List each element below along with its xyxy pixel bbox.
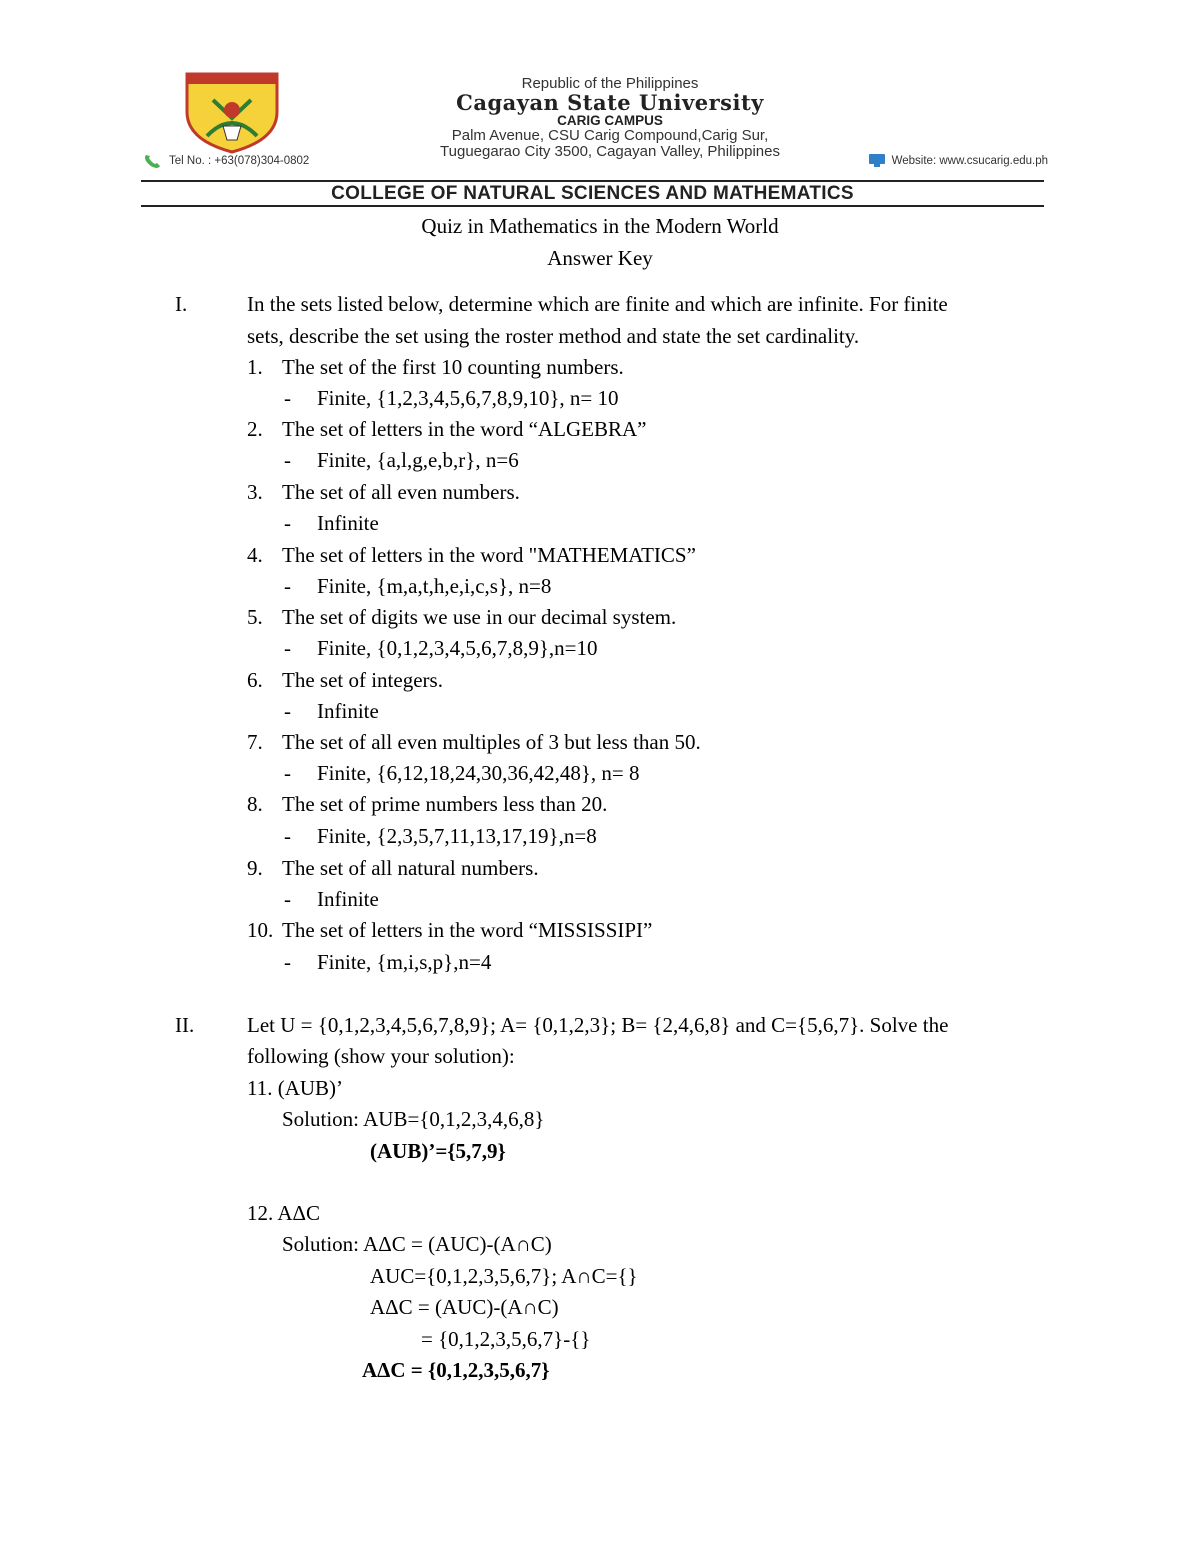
answer-dash: - (284, 950, 291, 974)
item-number: 3. (247, 480, 263, 504)
quiz-title: Quiz in Mathematics in the Modern World (421, 214, 779, 238)
q12-answer: AΔC = {0,1,2,3,5,6,7} (362, 1358, 550, 1382)
item-number: 6. (247, 668, 263, 692)
item-answer: Finite, {1,2,3,4,5,6,7,8,9,10}, n= 10 (317, 386, 619, 410)
item-answer: Infinite (317, 511, 379, 535)
item-answer: Finite, {2,3,5,7,11,13,17,19},n=8 (317, 824, 597, 848)
q12-label: 12. AΔC (247, 1201, 321, 1225)
monitor-icon (868, 153, 886, 168)
item-question: The set of all natural numbers. (282, 856, 539, 880)
item-answer: Infinite (317, 699, 379, 723)
telephone (143, 153, 309, 169)
item-question: The set of letters in the word "MATHEMATICS” (282, 543, 696, 567)
answer-dash: - (284, 636, 291, 660)
item-question: The set of all even multiples of 3 but less than 50. (282, 730, 701, 754)
item-answer: Finite, {6,12,18,24,30,36,42,48}, n= 8 (317, 761, 640, 785)
website (868, 153, 1048, 168)
q11-answer: (AUB)’={5,7,9} (370, 1139, 506, 1163)
letterhead-text (340, 76, 880, 159)
telephone-text: Tel No. : +63(078)304-0802 (169, 155, 310, 167)
website-text: Website: www.csucarig.edu.ph (891, 154, 1048, 167)
item-question: The set of integers. (282, 668, 443, 692)
q11-solution: Solution: AUB={0,1,2,3,4,6,8} (282, 1107, 545, 1131)
item-number: 5. (247, 605, 263, 629)
item-answer: Finite, {a,l,g,e,b,r}, n=6 (317, 448, 519, 472)
item-number: 9. (247, 856, 263, 880)
q11-label: 11. (AUB)’ (247, 1076, 344, 1100)
answer-dash: - (284, 824, 291, 848)
answer-dash: - (284, 448, 291, 472)
campus-name: CARIG CAMPUS (557, 112, 663, 128)
item-question: The set of all even numbers. (282, 480, 520, 504)
item-question: The set of letters in the word “ALGEBRA” (282, 417, 647, 441)
answer-dash: - (284, 511, 291, 535)
answer-dash: - (284, 386, 291, 410)
top-rule (141, 180, 1044, 182)
part2-instruction: Let U = {0,1,2,3,4,5,6,7,8,9}; A= {0,1,2,3}; B= {2,4,6,8} and C={5,6,7}. Solve the (247, 1013, 949, 1037)
item-question: The set of the first 10 counting numbers. (282, 355, 624, 379)
item-number: 4. (247, 543, 263, 567)
item-question: The set of digits we use in our decimal system. (282, 605, 677, 629)
university-seal (183, 70, 281, 154)
item-answer: Infinite (317, 887, 379, 911)
item-number: 7. (247, 730, 263, 754)
q12-step-1: AUC={0,1,2,3,5,6,7}; A∩C={} (370, 1264, 638, 1288)
university-name: Cagayan State University (456, 89, 764, 115)
item-question: The set of prime numbers less than 20. (282, 792, 608, 816)
answer-dash: - (284, 574, 291, 598)
part1-instruction: In the sets listed below, determine which are finite and which are infinite. For finite (247, 292, 948, 316)
item-number: 2. (247, 417, 263, 441)
phone-icon (143, 153, 161, 169)
item-number: 8. (247, 792, 263, 816)
part2-instruction-cont: following (show your solution): (247, 1044, 515, 1068)
item-number: 10. (247, 918, 274, 942)
item-answer: Finite, {0,1,2,3,4,5,6,7,8,9},n=10 (317, 636, 598, 660)
republic-line: Republic of the Philippines (521, 75, 699, 92)
part1-numeral: I. (175, 292, 188, 316)
address-line-2: Tuguegarao City 3500, Cagayan Valley, Philippines (440, 142, 780, 160)
part2-numeral: II. (175, 1013, 195, 1037)
part1-instruction-cont: sets, describe the set using the roster method and state the set cardinality. (247, 324, 860, 348)
q12-solution: Solution: AΔC = (AUC)-(A∩C) (282, 1232, 552, 1256)
q12-step-3: = {0,1,2,3,5,6,7}-{} (421, 1327, 591, 1351)
item-number: 1. (247, 355, 263, 379)
answer-dash: - (284, 887, 291, 911)
item-answer: Finite, {m,i,s,p},n=4 (317, 950, 492, 974)
item-question: The set of letters in the word “MISSISSIPI” (282, 918, 653, 942)
college-name: COLLEGE OF NATURAL SCIENCES AND MATHEMATICS (331, 183, 854, 204)
bottom-rule (141, 205, 1044, 207)
answer-dash: - (284, 761, 291, 785)
item-answer: Finite, {m,a,t,h,e,i,c,s}, n=8 (317, 574, 552, 598)
answer-dash: - (284, 699, 291, 723)
quiz-subtitle: Answer Key (547, 246, 653, 270)
q12-step-2: AΔC = (AUC)-(A∩C) (370, 1295, 559, 1319)
address-line-1: Palm Avenue, CSU Carig Compound,Carig Sur, (451, 126, 769, 144)
contact-row (143, 153, 1048, 175)
